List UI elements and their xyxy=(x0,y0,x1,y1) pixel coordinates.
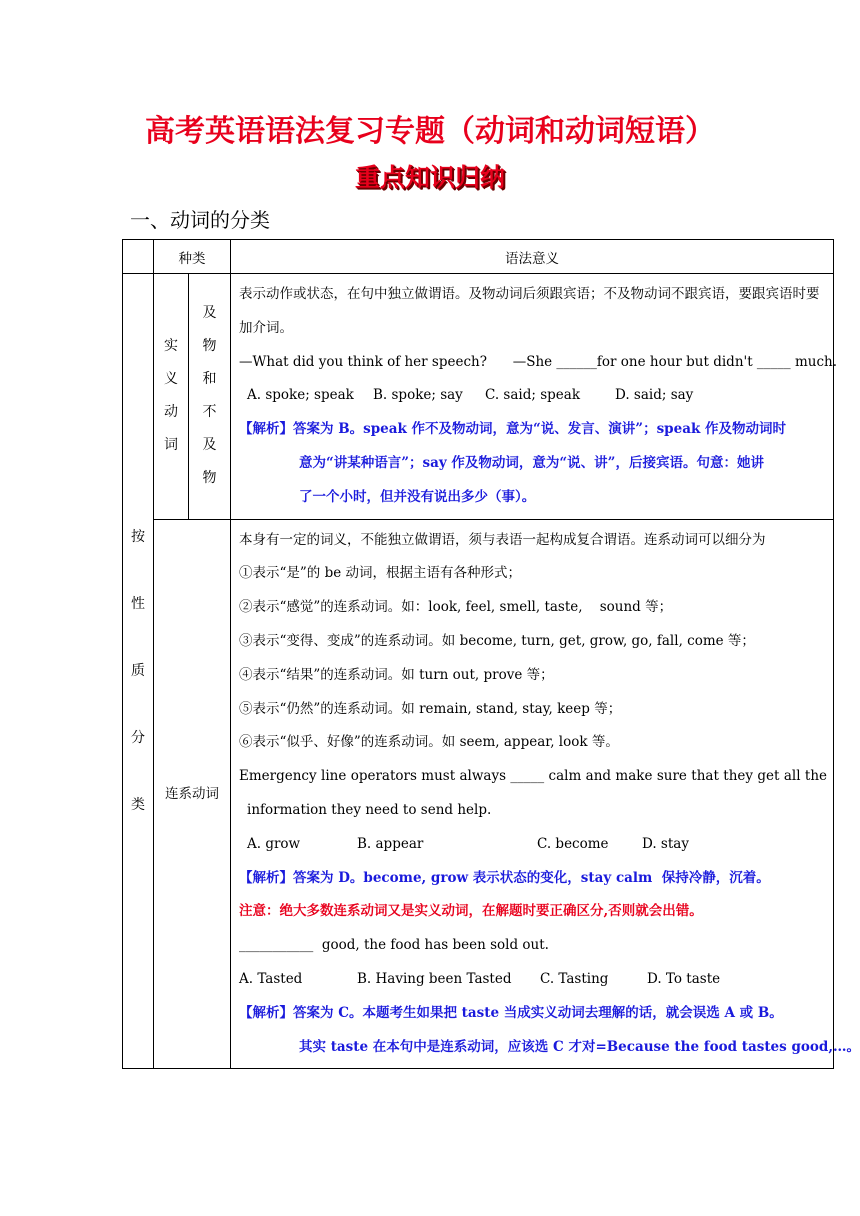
section-heading: 一、动词的分类 xyxy=(130,208,270,232)
q2-option-a: A. Tasted xyxy=(239,970,303,987)
linking-item-2: ②表示“感觉”的连系动词。如：look, feel, smell, taste, sound 等； xyxy=(239,599,673,616)
header-category: 种类 xyxy=(154,240,231,274)
q1-option-b: B. appear xyxy=(357,835,424,852)
linking-q2-line: ___________ good, the food has been sold out. xyxy=(239,937,549,954)
linking-note: 注意：绝大多数连系动词又是实义动词，在解题时要正确区分,否则就会出错。 xyxy=(239,903,703,920)
notional-question: —What did you think of her speech? —She ______for one hour but didn't _____ much. xyxy=(239,353,838,370)
category-notional-label: 实义动词 xyxy=(164,338,178,454)
header-meaning: 语法意义 xyxy=(231,240,834,274)
document-title: 高考英语语法复习专题（动词和动词短语） xyxy=(145,114,715,149)
linking-item-3: ③表示“变得、变成”的连系动词。如 become, turn, get, grow, go, fall, come 等； xyxy=(239,632,755,649)
table-row-notional-verb xyxy=(123,274,834,520)
q2-option-b: B. Having been Tasted xyxy=(357,970,512,987)
linking-item-4: ④表示“结果”的连系动词。如 turn out, prove 等； xyxy=(239,666,554,683)
category-linking-verb: 连系动词 xyxy=(154,519,231,1069)
linking-q2-options xyxy=(239,963,827,997)
verb-classification-table xyxy=(122,239,860,1069)
linking-q1-line1: Emergency line operators must always _____ calm and make sure that they get all the xyxy=(239,768,827,785)
linking-q1-analysis: 【解析】答案为 D。become, grow 表示状态的变化，stay calm 保持冷静，沉着。 xyxy=(239,869,770,886)
document-subtitle: 重点知识归纳 xyxy=(354,163,505,192)
notional-analysis-cont-2: 了一个小时，但并没有说出多少（事）。 xyxy=(299,488,536,505)
table-row-linking-verb xyxy=(123,519,834,1069)
group-label-cell xyxy=(123,274,154,1069)
linking-item-6: ⑥表示“似乎、好像”的连系动词。如 seem, appear, look 等。 xyxy=(239,734,619,751)
q2-option-d: D. To taste xyxy=(647,970,721,987)
linking-desc: 本身有一定的词义，不能独立做谓语，须与表语一起构成复合谓语。连系动词可以细分为 xyxy=(239,531,766,548)
linking-q2-analysis: 【解析】答案为 C。本题考生如果把 taste 当成实义动词去理解的话，就会误选 A 或 B。 xyxy=(239,1004,783,1021)
subcategory-transitive xyxy=(189,274,231,520)
linking-q1-line2: information they need to send help. xyxy=(247,801,492,818)
q1-option-a: A. grow xyxy=(247,835,301,852)
table-header-row xyxy=(123,240,834,274)
header-blank-cell xyxy=(123,240,154,274)
option-a: A. spoke; speak xyxy=(247,387,354,404)
notional-desc: 表示动作或状态，在句中独立做谓语。及物动词后须跟宾语；不及物动词不跟宾语，要跟宾语时要加介词。 xyxy=(239,286,820,336)
option-c: C. said; speak xyxy=(485,387,580,404)
q2-option-c: C. Tasting xyxy=(540,970,609,987)
q1-option-c: C. become xyxy=(537,835,609,852)
linking-item-5: ⑤表示“仍然”的连系动词。如 remain, stand, stay, keep 等； xyxy=(239,700,622,717)
option-d: D. said; say xyxy=(615,387,694,404)
subcategory-label: 及物和不及物 xyxy=(202,305,217,487)
linking-q2-analysis-cont: 其实 taste 在本句中是连系动词，应该选 C 才对=Because the food tastes good,…。 xyxy=(299,1038,860,1055)
option-b: B. spoke; say xyxy=(373,387,463,404)
category-notional-verb xyxy=(154,274,189,520)
linking-q1-options xyxy=(239,828,827,862)
linking-item-1: ①表示“是”的 be 动词，根据主语有各种形式； xyxy=(239,565,522,582)
linking-verb-content xyxy=(231,519,860,1069)
q1-option-d: D. stay xyxy=(642,835,689,852)
notional-analysis-cont-1: 意为“讲某种语言”；say 作及物动词，意为“说、讲”，后接宾语。句意：她讲 xyxy=(299,454,764,471)
notional-verb-content xyxy=(231,274,838,520)
group-label: 按性质分类 xyxy=(131,528,145,813)
notional-analysis: 【解析】答案为 B。speak 作不及物动词，意为“说、发言、演讲”；speak 作及物动词时 xyxy=(239,421,786,438)
notional-options xyxy=(239,379,827,413)
